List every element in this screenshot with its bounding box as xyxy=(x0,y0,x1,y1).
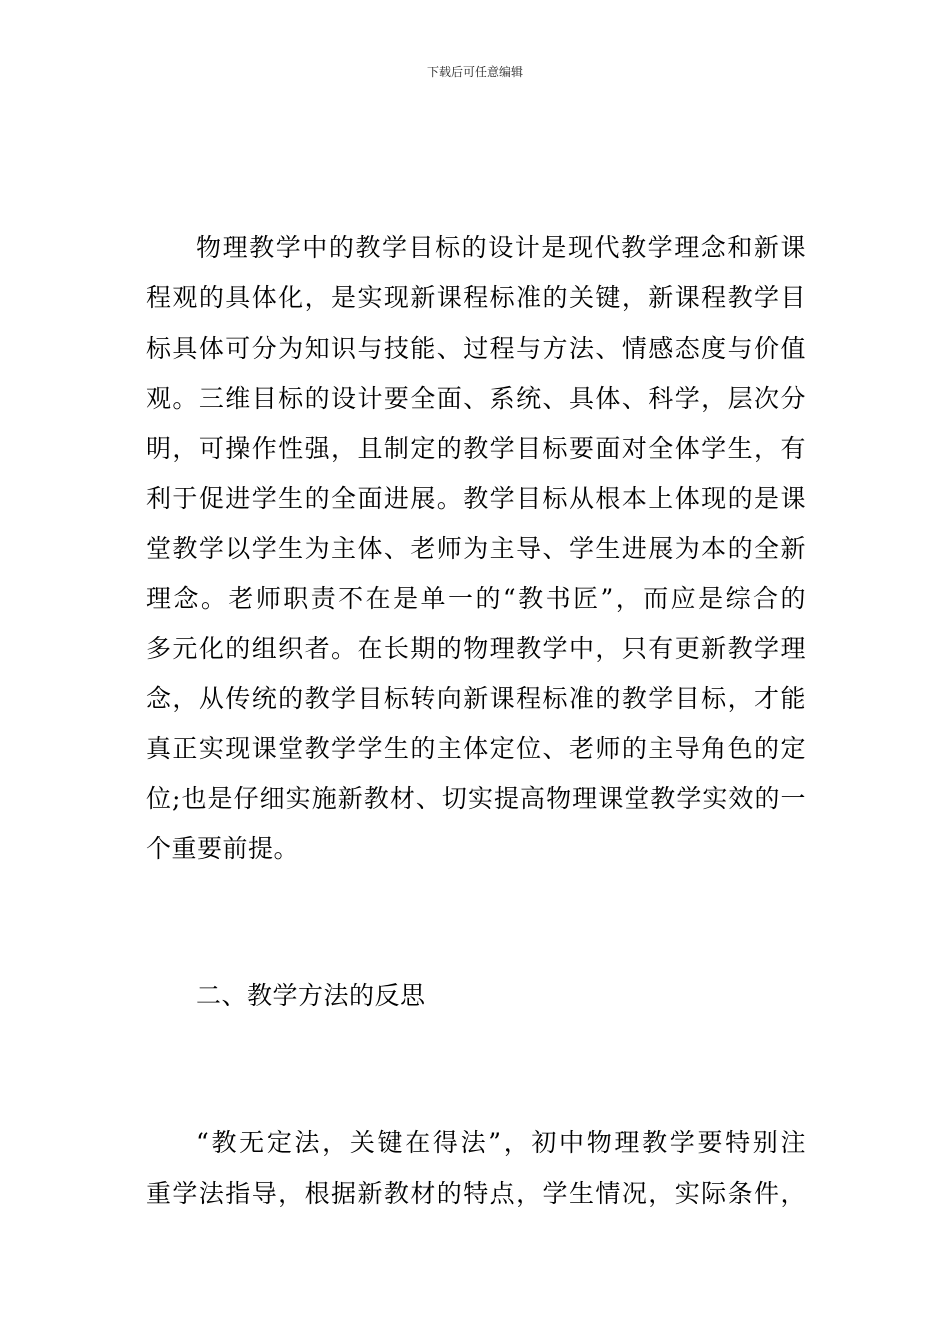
paragraph-line: 念，从传统的教学目标转向新课程标准的教学目标，才能 xyxy=(146,684,806,713)
paragraph-line: 真正实现课堂教学学生的主体定位、老师的主导角色的定 xyxy=(146,734,806,763)
section-heading: 二、教学方法的反思 xyxy=(196,981,426,1010)
paragraph-line: 标具体可分为知识与技能、过程与方法、情感态度与价值 xyxy=(146,334,806,363)
paragraph-line: 程观的具体化，是实现新课程标准的关键，新课程教学目 xyxy=(146,283,806,312)
paragraph-line: 理念。老师职责不在是单一的“教书匠”，而应是综合的 xyxy=(146,584,806,613)
paragraph-line: 重学法指导，根据新教材的特点，学生情况，实际条件， xyxy=(146,1179,806,1208)
paragraph-line: “教无定法，关键在得法”，初中物理教学要特别注 xyxy=(196,1128,806,1157)
paragraph-line: 明，可操作性强，且制定的教学目标要面对全体学生，有 xyxy=(146,434,806,463)
paragraph-line: 多元化的组织者。在长期的物理教学中，只有更新教学理 xyxy=(146,634,806,663)
paragraph-line: 堂教学以学生为主体、老师为主导、学生进展为本的全新 xyxy=(146,534,806,563)
paragraph-line: 物理教学中的教学目标的设计是现代教学理念和新课 xyxy=(196,233,806,262)
paragraph-line: 个重要前提。 xyxy=(146,834,300,863)
paragraph-line: 观。三维目标的设计要全面、系统、具体、科学，层次分 xyxy=(146,384,806,413)
paragraph-line: 位;也是仔细实施新教材、切实提高物理课堂教学实效的一 xyxy=(146,784,806,813)
paragraph-line: 利于促进学生的全面进展。教学目标从根本上体现的是课 xyxy=(146,484,806,513)
page-header-note: 下载后可任意编辑 xyxy=(426,65,523,79)
